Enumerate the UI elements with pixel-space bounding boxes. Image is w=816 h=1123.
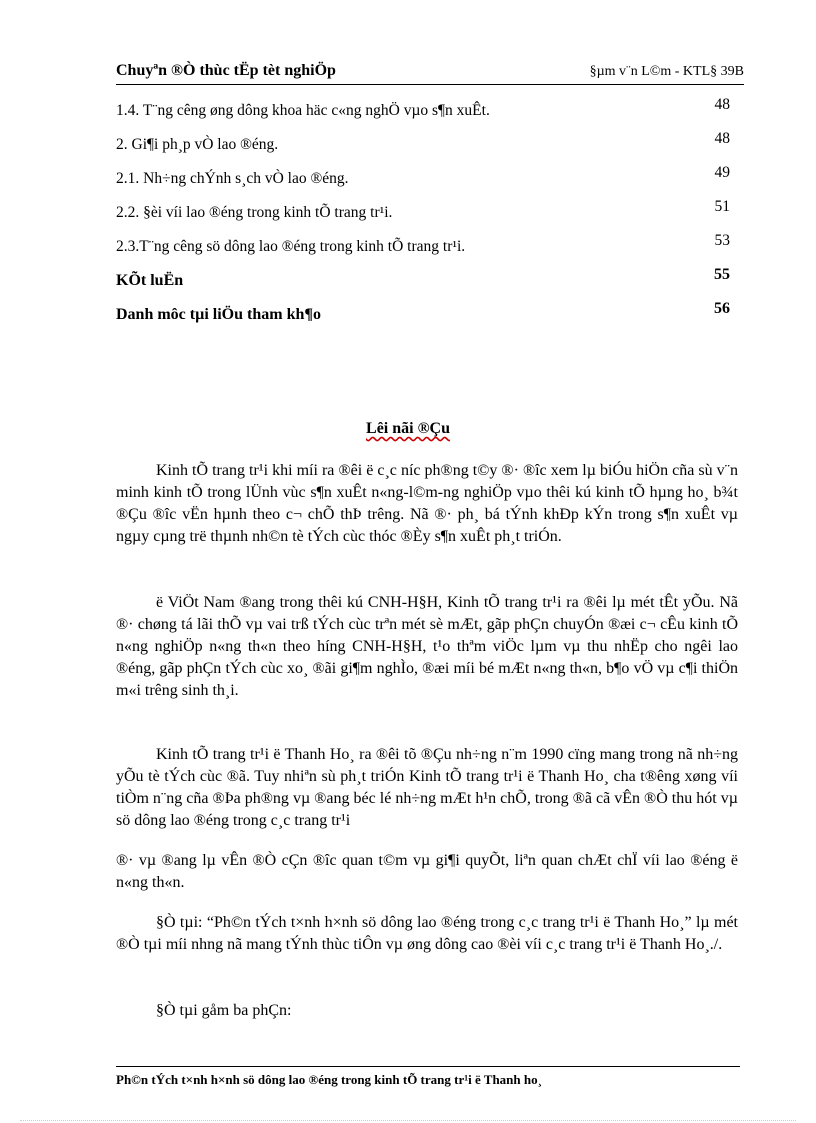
- toc-entry-text: 2.2. §èi víi lao ®éng trong kinh tÕ trang tr¹i.: [116, 204, 393, 221]
- toc-row: [116, 164, 736, 198]
- section-title-text: Lêi nãi ®Çu: [366, 420, 450, 437]
- section-title: [0, 420, 816, 438]
- toc-entry-text: 1.4. T¨ng cêng øng dông khoa häc c«ng nghÖ vµo s¶n xuÊt.: [116, 102, 490, 119]
- toc-page-number: 55: [714, 266, 730, 283]
- toc-page-number: 49: [714, 164, 730, 181]
- body-paragraph: Kinh tÕ trang tr¹i khi míi ra ®êi ë c¸c níc ph®ng t©y ®· ®îc xem lµ biÓu hiÖn cña sù v¨n minh kinh tÕ trong lÜnh vùc s¶n xuÊt n«ng-l©m-ng nghiÖp vµo thêi kú kinh tÕ hµng ho¸ b¾t ®Çu ®îc vËn hµnh theo c¬ chÕ thÞ trêng. Nã ®· ph¸ bá tÝnh khÐp kÝn trong s¶n xuÊt vµ ngµy cµng trë thµnh nh©n tè tÝch cùc thóc ®Èy s¶n xuÊt ph¸t triÓn.: [116, 462, 738, 545]
- toc-entry-text: 2. Gi¶i ph¸p vÒ lao ®éng.: [116, 136, 279, 153]
- toc-entry-text: Danh môc tµi liÖu tham kh¶o: [116, 306, 321, 323]
- toc-entry-text: KÕt luËn: [116, 272, 184, 289]
- toc-page-number: 56: [714, 300, 730, 317]
- toc-row: [116, 232, 736, 266]
- body-paragraph: ®· vµ ®ang lµ vÊn ®Ò cÇn ®îc quan t©m vµ gi¶i quyÕt, liªn quan chÆt chÏ víi lao ®éng ë n«ng th«n.: [116, 852, 738, 891]
- toc-row-references: [116, 300, 736, 334]
- header-left-title: Chuyªn ®Ò thùc tËp tèt nghiÖp: [116, 62, 336, 79]
- toc-page-number: 48: [714, 96, 730, 113]
- table-of-contents: [116, 96, 736, 334]
- body-paragraph: §Ò tµi gåm ba phÇn:: [156, 1002, 292, 1019]
- page-header: [116, 58, 744, 85]
- page-footer: Ph©n tÝch t×nh h×nh sö dông lao ®éng trong kinh tÕ trang tr¹i ë Thanh ho¸: [116, 1072, 542, 1087]
- footer-divider: [116, 1066, 740, 1067]
- body-paragraph: Kinh tÕ trang tr¹i ë Thanh Ho¸ ra ®êi tõ ®Çu nh÷ng n¨m 1990 cïng mang trong nã nh÷ng yÕu tè tÝch cùc ®ã. Tuy nhiªn sù ph¸t triÓn Kinh tÕ trang tr¹i ë Thanh Ho¸ cha t®êng xøng víi tiÒm n¨ng cña ®Þa ph®ng vµ ®ang béc lé nh÷ng mÆt h¹n chÕ, trong ®ã cã vÊn ®Ò thu hót vµ sö dông lao ®éng trong c¸c trang tr¹i: [116, 746, 738, 829]
- toc-entry-text: 2.3.T¨ng cêng sö dông lao ®éng trong kinh tÕ trang tr¹i.: [116, 238, 466, 255]
- body-paragraph: ë ViÖt Nam ®ang trong thêi kú CNH-H§H, Kinh tÕ trang tr¹i ra ®êi lµ mét tÊt yÕu. Nã ®· chøng tá lãi thÕ vµ vai trß tÝch cùc trªn mét sè mÆt, gãp phÇn chuyÓn ®æi c¬ cÊu kinh tÕ n«ng nghiÖp n«ng th«n theo híng CNH-H§H, t¹o thªm viÖc lµm vµ thu nhËp cho ngêi lao ®éng, gãp phÇn tÝch cùc xo¸ ®ãi gi¶m nghÌo, ®æi míi bé mÆt n«ng th«n, b¶o vÖ vµ c¶i thiÖn m«i trêng sinh th¸i.: [116, 594, 738, 699]
- toc-row: [116, 96, 736, 130]
- toc-page-number: 48: [714, 130, 730, 147]
- toc-entry-text: 2.1. Nh÷ng chÝnh s¸ch vÒ lao ®éng.: [116, 170, 349, 187]
- body-paragraph: §Ò tµi: “Ph©n tÝch t×nh h×nh sö dông lao ®éng trong c¸c trang tr¹i ë Thanh Ho¸” lµ mét ®Ò tµi míi nhng nã mang tÝnh thùc tiÔn vµ øng dông cao ®èi víi c¸c trang tr¹i ë Thanh Ho¸./.: [116, 914, 738, 953]
- page-edge-divider: [20, 1120, 796, 1121]
- header-right-author: §µm v¨n L©m - KTL§ 39B: [589, 64, 744, 79]
- toc-row: [116, 198, 736, 232]
- toc-row-conclusion: [116, 266, 736, 300]
- toc-page-number: 53: [714, 232, 730, 249]
- toc-row: [116, 130, 736, 164]
- toc-page-number: 51: [714, 198, 730, 215]
